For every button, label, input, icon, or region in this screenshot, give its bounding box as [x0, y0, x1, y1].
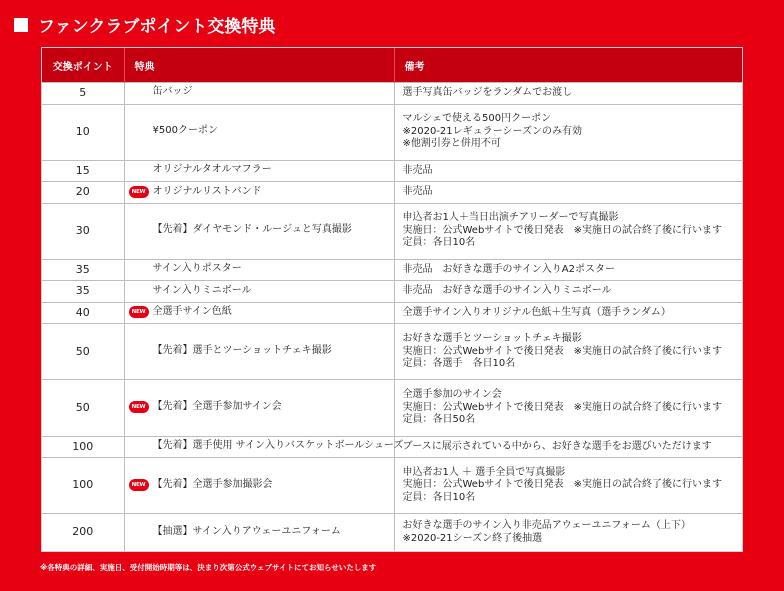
- note-line: 定員：各日10名: [402, 237, 476, 249]
- table-row: [42, 458, 742, 514]
- header-benefit: 特典: [124, 48, 394, 83]
- cell-benefit: [124, 380, 394, 436]
- cell-point: 100: [42, 458, 124, 514]
- cell-benefit: [124, 182, 394, 204]
- benefit-label: 缶バッジ: [152, 86, 193, 98]
- cell-note: [394, 104, 742, 160]
- cell-benefit: [124, 302, 394, 324]
- points-table: [41, 47, 743, 552]
- cell-note: [394, 281, 742, 303]
- note-line: ※2020-21シーズン終了後抽選: [402, 532, 543, 544]
- cell-note: [394, 203, 742, 259]
- table-header-row: [42, 48, 742, 83]
- cell-note: [394, 302, 742, 324]
- page-title: [14, 12, 275, 37]
- table-row: [42, 380, 742, 436]
- cell-point: 50: [42, 324, 124, 380]
- note-line: お好きな選手とツーショットチェキ撮影: [402, 333, 582, 345]
- cell-note: [394, 380, 742, 436]
- cell-note: [394, 324, 742, 380]
- benefit-label: 【先着】全選手参加撮影会: [152, 478, 273, 490]
- new-badge: NEW: [129, 401, 149, 413]
- cell-point: 10: [42, 104, 124, 160]
- benefit-label: サイン入りミニボール: [152, 284, 252, 296]
- note-line: 実施日：公式Webサイトで後日発表 ※実施日の試合終了後に行います: [402, 401, 722, 413]
- cell-point: 50: [42, 380, 124, 436]
- benefit-label: 【先着】全選手参加サイン会: [152, 401, 282, 413]
- note-line: ※2020-21レギュラーシーズンのみ有効: [402, 125, 582, 137]
- note-line: ※他割引券と併用不可: [402, 138, 501, 150]
- cell-benefit: [124, 458, 394, 514]
- benefit-label: 【先着】選手使用 サイン入りバスケットボールシューズ: [152, 439, 404, 451]
- table-row: [42, 160, 742, 182]
- cell-benefit: [124, 436, 404, 458]
- cell-note: [394, 436, 742, 458]
- note-line: 定員：各日10名: [402, 491, 476, 503]
- note-line: 選手写真缶バッジをランダムでお渡し: [402, 87, 573, 98]
- note-line: 実施日：公式Webサイトで後日発表 ※実施日の試合終了後に行います: [402, 345, 722, 357]
- note-line: 非売品: [402, 186, 433, 198]
- note-line: 申込者お1人＋当日出演チアリーダーで写真撮影: [402, 212, 619, 224]
- cell-benefit: [124, 281, 394, 303]
- cell-benefit: [124, 104, 394, 160]
- table-row: [42, 259, 742, 281]
- table-row: [42, 324, 742, 380]
- cell-point: 100: [42, 436, 124, 458]
- benefit-label: ¥500クーポン: [152, 125, 218, 137]
- table-row: [42, 83, 742, 105]
- cell-point: 20: [42, 182, 124, 204]
- benefit-label: オリジナルタオルマフラー: [152, 164, 272, 176]
- table-row: [42, 302, 742, 324]
- benefit-label: 【先着】選手とツーショットチェキ撮影: [152, 344, 332, 356]
- note-line: 非売品: [402, 164, 433, 176]
- cell-point: 200: [42, 514, 124, 551]
- note-line: 実施日：公式Webサイトで後日発表 ※実施日の試合終了後に行います: [402, 224, 722, 236]
- cell-benefit: [124, 203, 394, 259]
- cell-benefit: [124, 324, 394, 380]
- cell-note: [394, 259, 742, 281]
- cell-point: 30: [42, 203, 124, 259]
- benefit-label: サイン入りポスター: [152, 263, 242, 275]
- note-line: 定員：各日50名: [402, 414, 476, 426]
- cell-note: [394, 83, 742, 105]
- note-line: ブースに展示されている中から、お好きな選手をお選びいただけます: [402, 440, 712, 452]
- cell-point: 5: [42, 83, 124, 105]
- new-badge: NEW: [129, 186, 149, 198]
- header-point: 交換ポイント: [42, 48, 124, 83]
- note-line: 全選手参加のサイン会: [402, 389, 502, 401]
- benefit-label: 全選手サイン色紙: [152, 306, 232, 318]
- cell-benefit: [124, 160, 394, 182]
- cell-point: 35: [42, 259, 124, 281]
- note-line: 非売品 お好きな選手のサイン入りミニボール: [402, 285, 612, 297]
- note-line: 実施日：公式Webサイトで後日発表 ※実施日の試合終了後に行います: [402, 479, 722, 491]
- table-row: [42, 203, 742, 259]
- table-body: [42, 83, 742, 552]
- footnote: ※各特典の詳細、実施日、受付開始時期等は、決まり次第公式ウェブサイトにてお知らせいたします: [40, 563, 377, 572]
- table-row: [42, 436, 742, 458]
- table-row: [42, 514, 742, 551]
- cell-point: 40: [42, 302, 124, 324]
- table-row: [42, 104, 742, 160]
- header-note: 備考: [394, 48, 742, 83]
- cell-note: [394, 458, 742, 514]
- note-line: 申込者お1人 ＋ 選手全員で写真撮影: [402, 466, 566, 478]
- benefit-label: 【先着】ダイヤモンド・ルージュと写真撮影: [152, 224, 352, 236]
- cell-benefit: [124, 259, 394, 281]
- cell-note: [394, 514, 742, 551]
- cell-note: [394, 182, 742, 204]
- cell-point: 35: [42, 281, 124, 303]
- note-line: 非売品 お好きな選手のサイン入りA2ポスター: [402, 263, 616, 275]
- cell-point: 15: [42, 160, 124, 182]
- new-badge: NEW: [129, 479, 149, 491]
- table-row: [42, 182, 742, 204]
- cell-benefit: [124, 83, 394, 105]
- note-line: 定員：各選手 各日10名: [402, 358, 516, 370]
- new-badge: NEW: [129, 306, 149, 318]
- table-row: [42, 281, 742, 303]
- square-bullet-icon: [14, 18, 28, 32]
- cell-note: [394, 160, 742, 182]
- note-line: マルシェで使える500円クーポン: [402, 113, 552, 125]
- note-line: 全選手サイン入りオリジナル色紙＋生写真（選手ランダム）: [402, 306, 671, 318]
- benefit-label: 【抽選】サイン入りアウェーユニフォーム: [152, 525, 341, 537]
- page-title-text: ファンクラブポイント交換特典: [38, 17, 276, 37]
- cell-benefit: [124, 514, 394, 551]
- benefit-label: オリジナルリストバンド: [152, 185, 262, 197]
- note-line: お好きな選手のサイン入り非売品アウェーユニフォーム（上下）: [402, 520, 691, 532]
